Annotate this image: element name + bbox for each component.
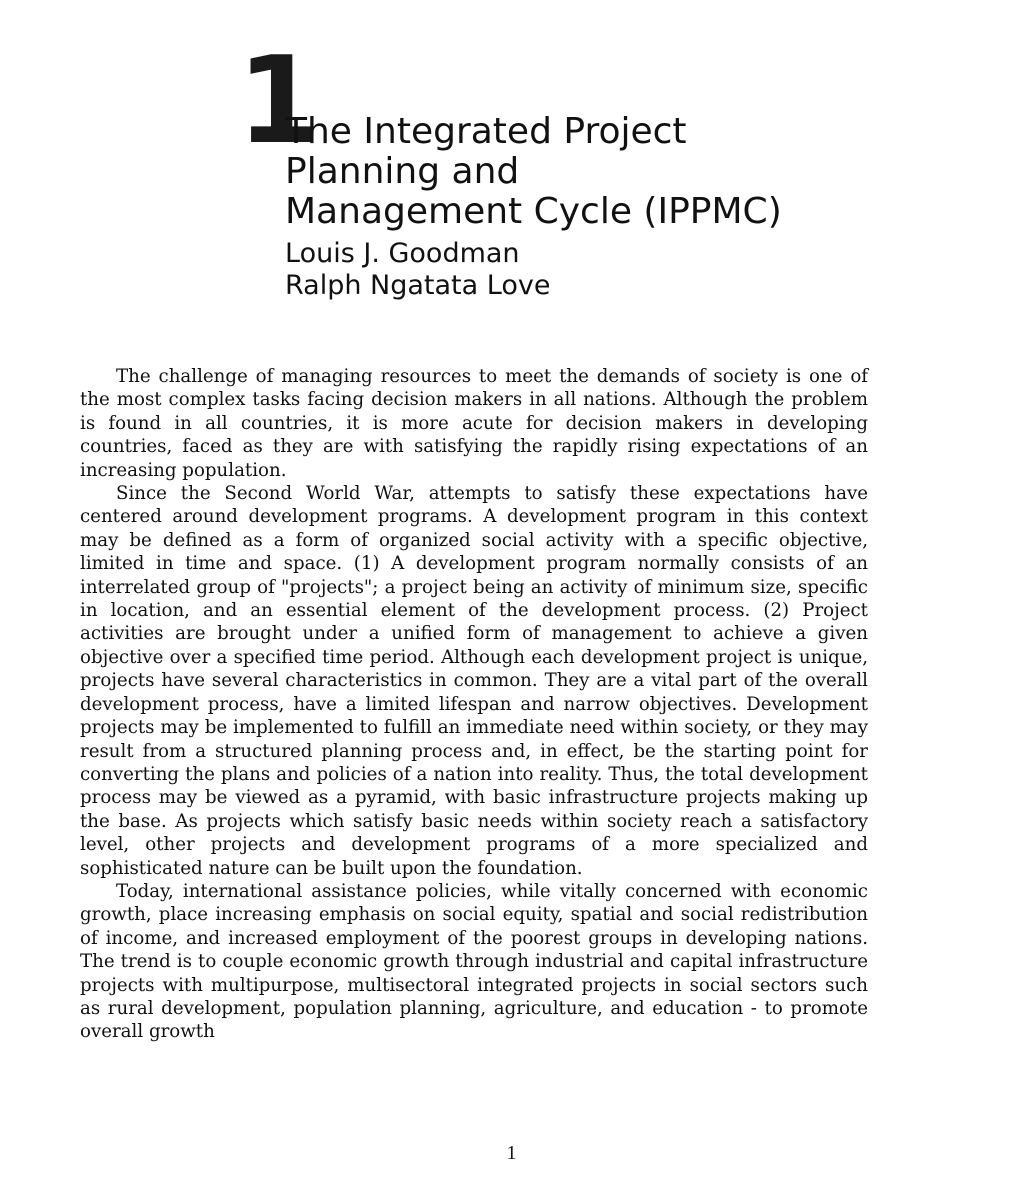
chapter-title-line-2: Planning and [285,151,520,192]
paragraph-2: Since the Second World War, attempts to satisfy these expectations have centered around development programs. A development program in this context may be defined as a form of organized social activity with a specific objective, limited in time and space. (1) A development program normally consists of an interrelated group of "projects"; a project being an activity of minimum size, specific in location, and an essential element of the development process. (2) Project activities are brought under a unified form of management to achieve a given objective over a specified time period. Although each development project is unique, projects have several characteristics in common. They are a vital part of the overall development process, have a limited lifespan and narrow objectives. Development projects may be implemented to fulfill an immediate need within society, or they may result from a structured planning process and, in effect, be the starting point for converting the plans and policies of a nation into reality. Thus, the total development process may be viewed as a pyramid, with basic infrastructure projects making up the base. As projects which satisfy basic needs within society reach a satisfactory level, other projects and development programs of a more specialized and sophisticated nature can be built upon the foundation. [80,483,868,879]
chapter-number: 1 [237,32,321,171]
body-text [80,365,868,1044]
page-number: 1 [506,1142,517,1164]
chapter-title-line-3: Management Cycle (IPPMC) [285,191,782,232]
author-2: Ralph Ngatata Love [285,270,551,301]
chapter-heading [285,112,782,302]
author-1: Louis J. Goodman [285,238,520,269]
paragraph-3: Today, international assistance policies, while vitally concerned with economic growth, place increasing emphasis on social equity, spatial and social redistribution of income, and increased employment of the poorest groups in developing nations. The trend is to couple economic growth through industrial and capital infrastructure projects with multipurpose, multisectoral integrated projects in social sectors such as rural development, population planning, agriculture, and education - to promote overall growth [80,880,868,1043]
chapter-title-line-1: The Integrated Project [285,111,687,152]
paragraph-1: The challenge of managing resources to meet the demands of society is one of the most complex tasks facing decision makers in all nations. Although the problem is found in all countries, it is more acute for decision makers in developing countries, faced as they are with satisfying the rapidly rising expectations of an increasing population. [80,366,868,481]
